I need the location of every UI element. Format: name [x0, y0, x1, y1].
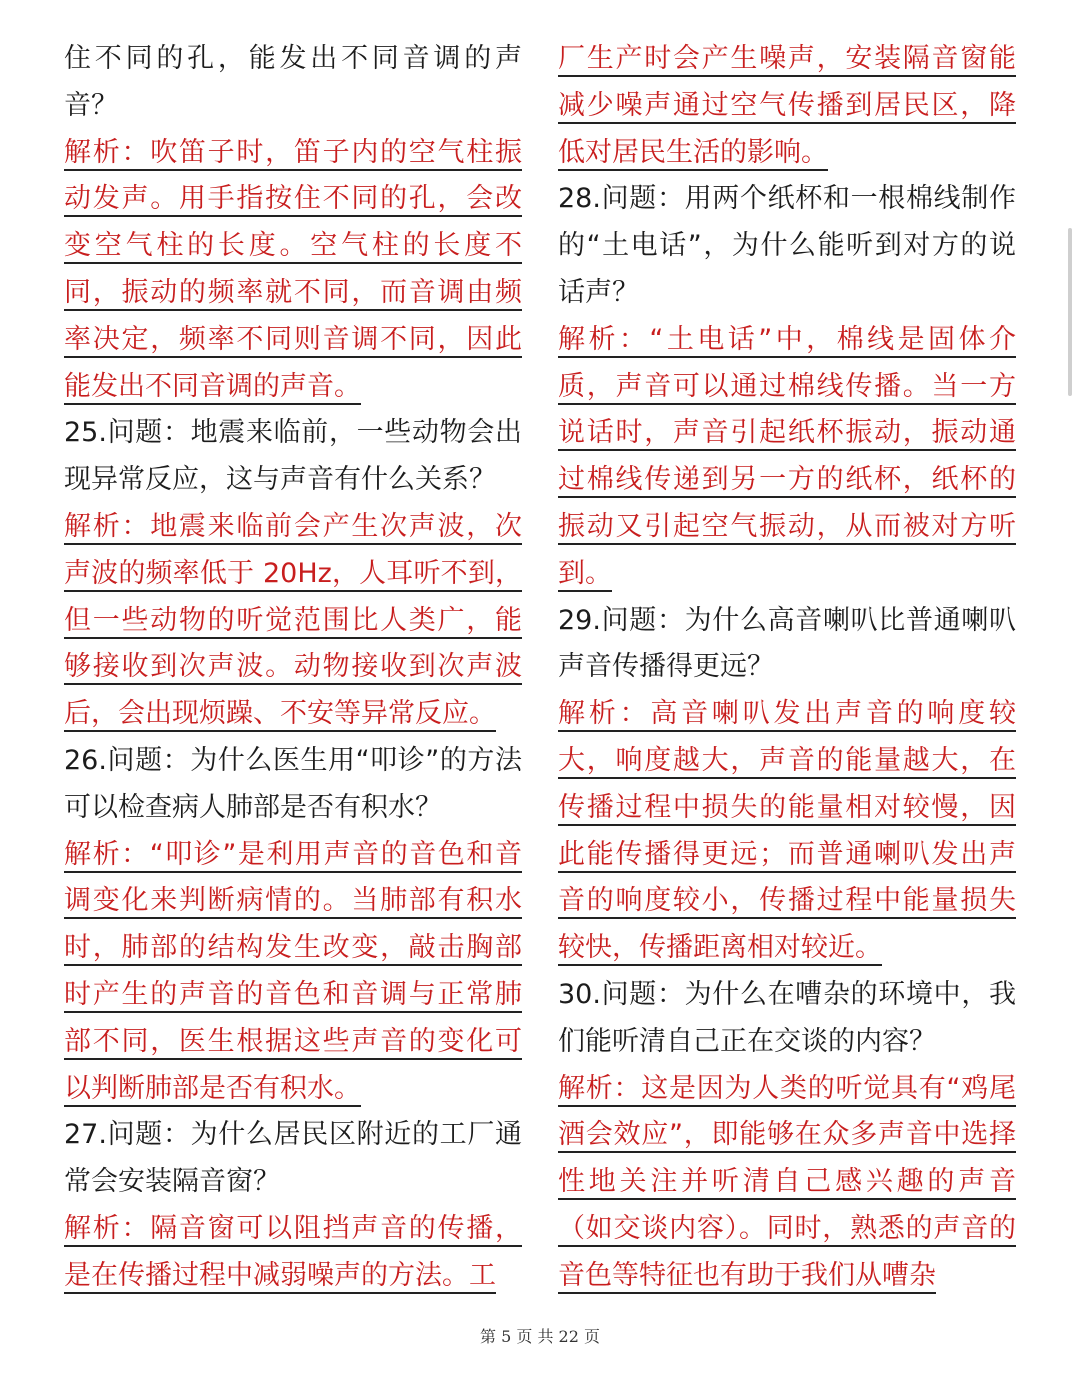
- question-30: 30.问题：为什么在嘈杂的环境中，我们能听清自己正在交谈的内容？: [558, 978, 1016, 1057]
- left-column: [64, 36, 522, 1300]
- question-29: 29.问题：为什么高音喇叭比普通喇叭声音传播得更远？: [558, 604, 1016, 683]
- question-27: 27.问题：为什么居民区附近的工厂通常会安装隔音窗？: [64, 1119, 522, 1198]
- question-28: 28.问题：用两个纸杯和一根棉线制作的“土电话”，为什么能听到对方的说话声？: [558, 183, 1016, 308]
- answer-27: 解析：隔音窗可以阻挡声音的传播，是在传播过程中减弱噪声的方法。工: [64, 1212, 522, 1291]
- scrollbar[interactable]: [1068, 228, 1072, 396]
- answer-28: 解析：“土电话”中，棉线是固体介质，声音可以通过棉线传播。当一方说话时，声音引起纸杯振动，振动通过棉线传递到另一方的纸杯，纸杯的振动又引起空气振动，从而被对方听到。: [558, 323, 1016, 589]
- question-continuation: 住不同的孔，能发出不同音调的声音？: [64, 43, 522, 121]
- page-number: 第 5 页 共 22 页: [480, 1327, 600, 1346]
- answer-26: 解析：“叩诊”是利用声音的音色和音调变化来判断病情的。当肺部有积水时，肺部的结构发生改变，敲击胸部时产生的声音的音色和音调与正常肺部不同，医生根据这些声音的变化可以判断肺部是否有积水。: [64, 838, 522, 1104]
- right-column: [558, 36, 1016, 1300]
- question-25: 25.问题：地震来临前，一些动物会出现异常反应，这与声音有什么关系？: [64, 417, 522, 496]
- question-26: 26.问题：为什么医生用“叩诊”的方法可以检查病人肺部是否有积水？: [64, 744, 522, 823]
- answer-30: 解析：这是因为人类的听觉具有“鸡尾酒会效应”，即能够在众多声音中选择性地关注并听清自己感兴趣的声音（如交谈内容）。同时，熟悉的声音的音色等特征也有助于我们从嘈杂: [558, 1072, 1016, 1291]
- answer-25: 解析：地震来临前会产生次声波，次声波的频率低于 20Hz，人耳听不到，但一些动物的听觉范围比人类广，能够接收到次声波。动物接收到次声波后，会出现烦躁、不安等异常反应。: [64, 510, 522, 730]
- answer-text: 解析：吹笛子时，笛子内的空气柱振动发声。用手指按住不同的孔，会改变空气柱的长度。空气柱的长度不同，振动的频率就不同，而音调由频率决定，频率不同则音调不同，因此能发出不同音调的声音。: [64, 136, 522, 402]
- answer-29: 解析：高音喇叭发出声音的响度较大，响度越大，声音的能量越大，在传播过程中损失的能量相对较慢，因此能传播得更远；而普通喇叭发出声音的响度较小，传播过程中能量损失较快，传播距离相对较近。: [558, 698, 1016, 964]
- answer-27-continuation: 厂生产时会产生噪声，安装隔音窗能减少噪声通过空气传播到居民区，降低对居民生活的影响。: [558, 43, 1016, 168]
